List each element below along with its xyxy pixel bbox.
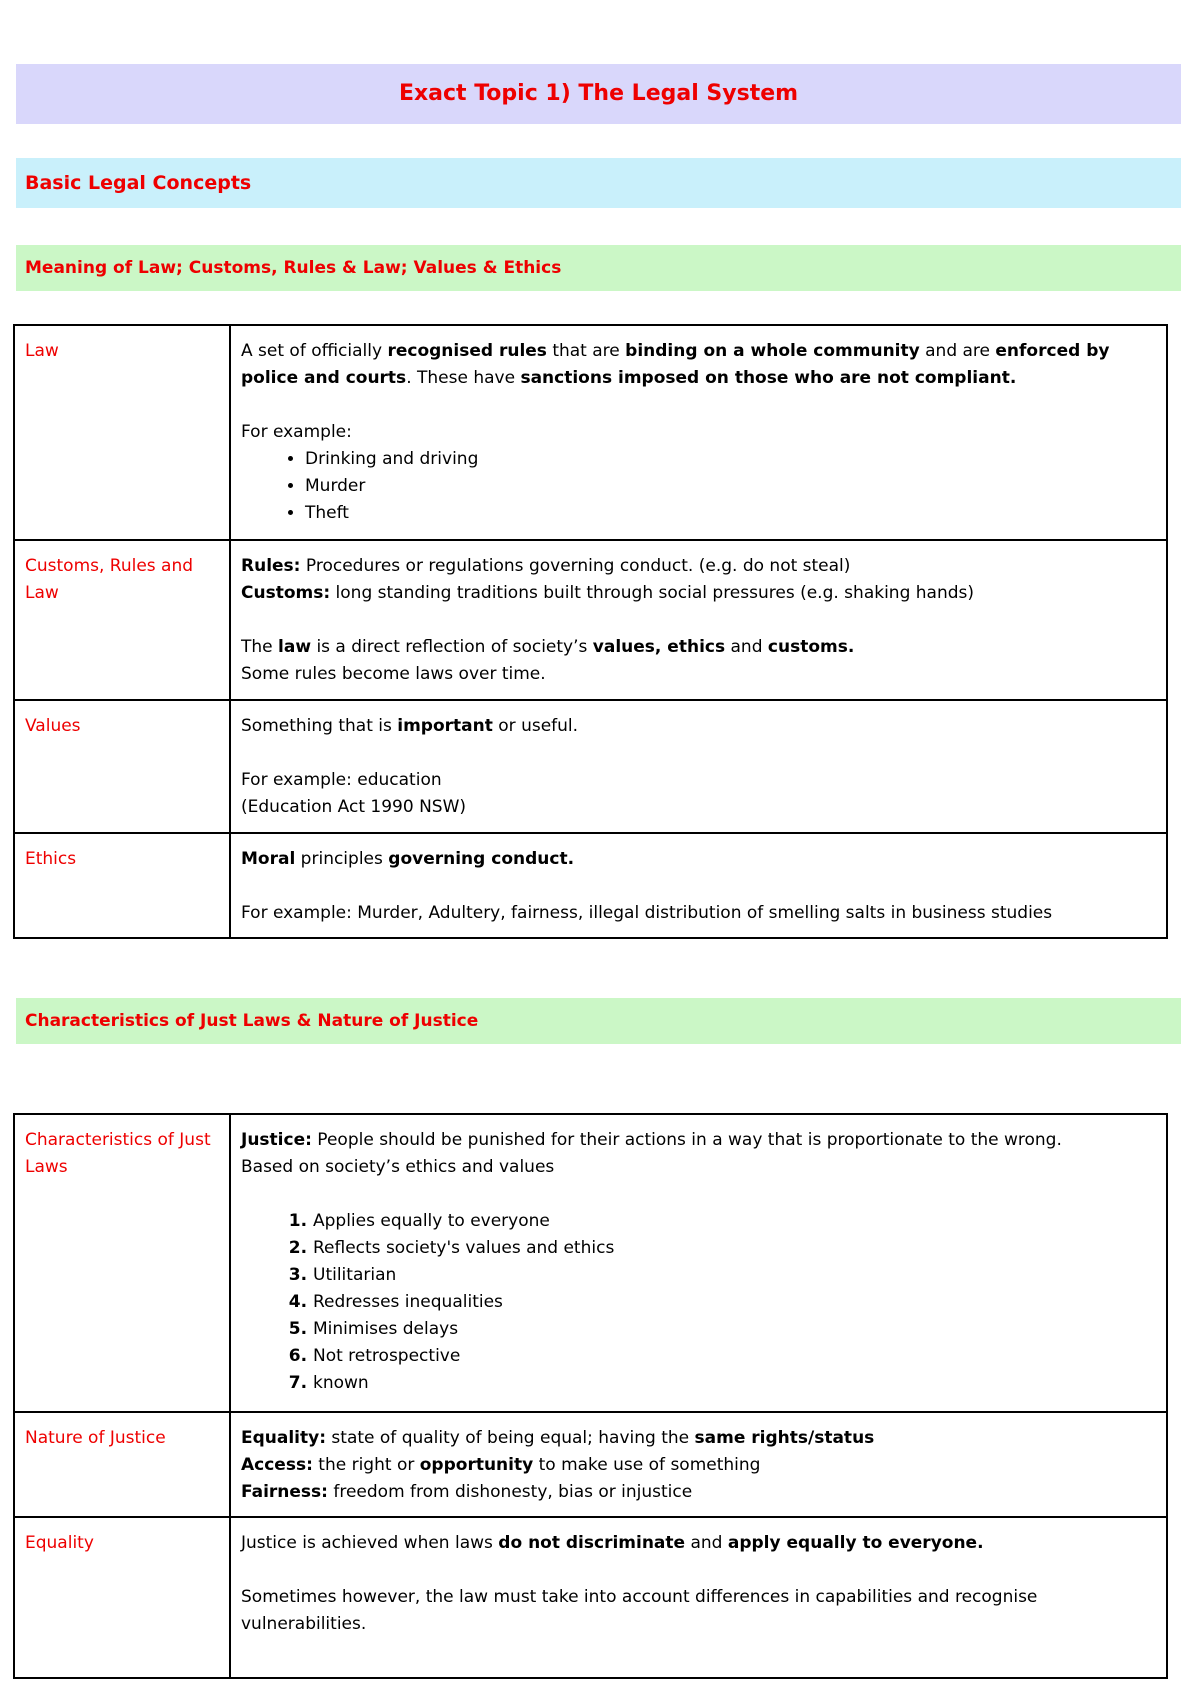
definition-cell: Rules: Procedures or regulations governing conduct. (e.g. do not steal) Customs: long standing traditions built through social pressures (e.g. shaking hands) The law is a direct reflection of society’s values, ethics and customs. Some rules become laws over time. (230, 540, 1167, 700)
characteristics-list (241, 1208, 1157, 1397)
list-item: • Murder (305, 473, 1157, 500)
table-row (14, 1412, 1167, 1517)
subsection-banner-1 (16, 245, 1181, 291)
list-item: 4. Redresses inequalities (313, 1289, 1157, 1316)
title-banner (16, 64, 1181, 124)
list-item: 7. known (313, 1370, 1157, 1397)
table-row (14, 540, 1167, 700)
table-row (14, 325, 1167, 540)
table-row (14, 1114, 1167, 1412)
term-cell: Law (14, 325, 230, 540)
table-row (14, 833, 1167, 938)
example-label: For example: (241, 422, 352, 442)
list-item: • Drinking and driving (305, 446, 1157, 473)
example-list (241, 446, 1157, 527)
definition-cell (230, 325, 1167, 540)
justice-table (13, 1113, 1168, 1679)
definition-cell: Justice: People should be punished for their actions in a way that is proportionate to the wrong. Based on society’s ethics and values 1. Applies equally to everyone 2. Reflects society's values and ethics 3. Utilitarian 4. Redresses inequalities 5. Minimises delays 6. Not retrospective 7. known (230, 1114, 1167, 1412)
term-cell: Customs, Rules and Law (14, 540, 230, 700)
term-cell: Ethics (14, 833, 230, 938)
section-banner (16, 158, 1181, 208)
definition-cell: Equality: state of quality of being equal; having the same rights/status Access: the right or opportunity to make use of something Fairness: freedom from dishonesty, bias or injustice (230, 1412, 1167, 1517)
term-cell: Nature of Justice (14, 1412, 230, 1517)
list-item: 6. Not retrospective (313, 1343, 1157, 1370)
subsection-heading-1: Meaning of Law; Customs, Rules & Law; Values & Ethics (25, 258, 562, 278)
term-cell: Equality (14, 1517, 230, 1678)
table-row (14, 1517, 1167, 1678)
section-heading: Basic Legal Concepts (25, 172, 252, 194)
page-title: Exact Topic 1) The Legal System (398, 81, 799, 106)
law-definition: A set of officially recognised rules that are binding on a whole community and are enforced by police and courts. These have sanctions imposed on those who are not compliant. (241, 341, 1110, 388)
list-item: 1. Applies equally to everyone (313, 1208, 1157, 1235)
subsection-banner-2 (16, 998, 1181, 1044)
concepts-table (13, 324, 1168, 939)
term-cell: Values (14, 700, 230, 833)
list-item: 2. Reflects society's values and ethics (313, 1235, 1157, 1262)
subsection-heading-2: Characteristics of Just Laws & Nature of Justice (25, 1011, 479, 1031)
definition-cell: Justice is achieved when laws do not discriminate and apply equally to everyone. Sometimes however, the law must take into account differences in capabilities and recognise vulnerabilities. (230, 1517, 1167, 1678)
list-item: 5. Minimises delays (313, 1316, 1157, 1343)
list-item: • Theft (305, 500, 1157, 527)
list-item: 3. Utilitarian (313, 1262, 1157, 1289)
term-cell: Characteristics of Just Laws (14, 1114, 230, 1412)
table-row (14, 700, 1167, 833)
definition-cell: Moral principles governing conduct. For example: Murder, Adultery, fairness, illegal distribution of smelling salts in business studies (230, 833, 1167, 938)
definition-cell: Something that is important or useful. For example: education (Education Act 1990 NSW) (230, 700, 1167, 833)
